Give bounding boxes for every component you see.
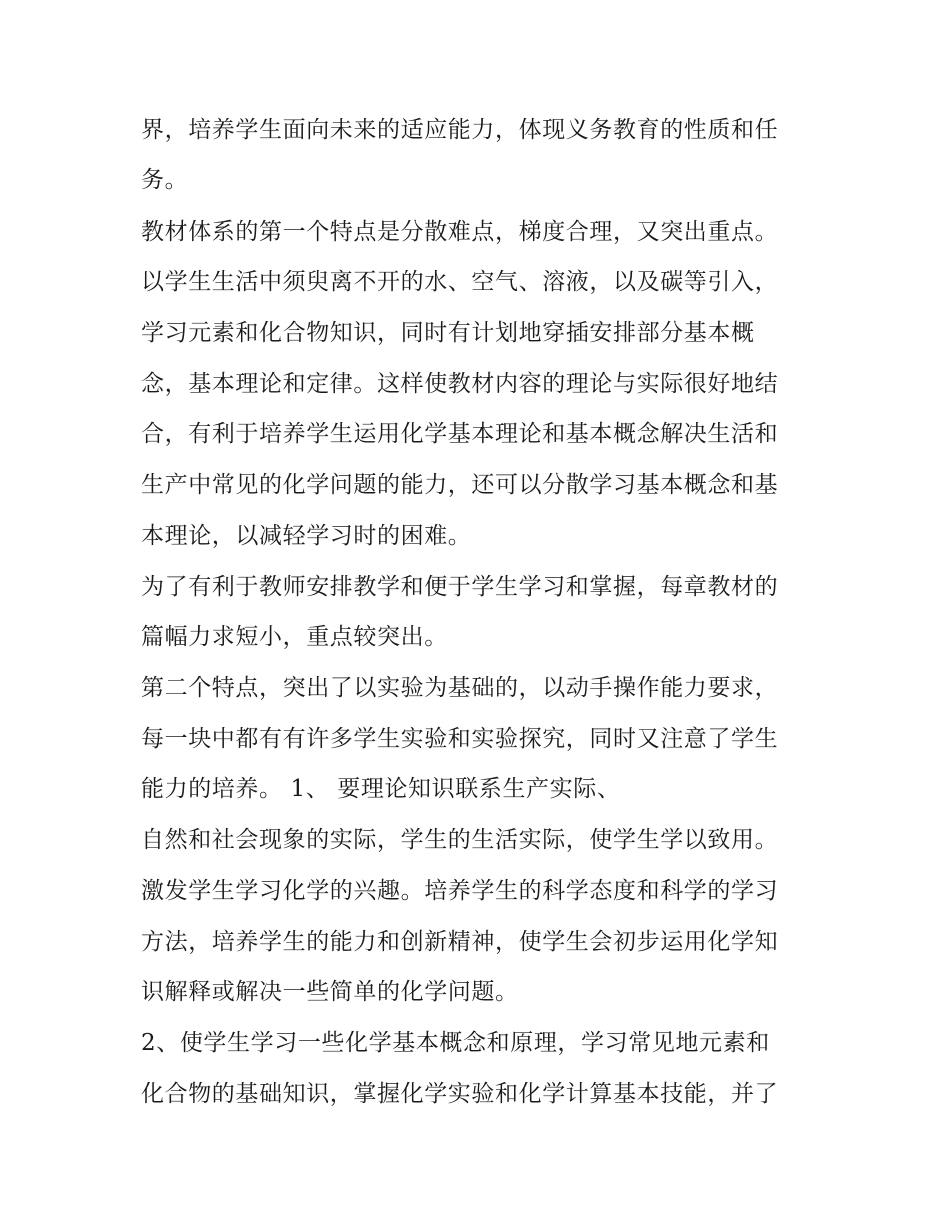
text-line: 自然和社会现象的实际，学生的生活实际，使学生学以致用。 [141, 827, 779, 853]
text-line: 务。 [141, 167, 189, 193]
text-line: 识解释或解决一些简单的化学问题。 [141, 979, 519, 1005]
text-line: 每一块中都有有许多学生实验和实验探究，同时又注意了学生 [141, 726, 779, 752]
text-line: 界，培养学生面向未来的适应能力，体现义务教育的性质和任 [141, 117, 779, 143]
text-line: 合，有利于培养学生运用化学基本理论和基本概念解决生活和 [141, 421, 779, 447]
text-line: 第二个特点，突出了以实验为基础的，以动手操作能力要求， [141, 675, 779, 701]
text-line: 生产中常见的化学问题的能力，还可以分散学习基本概念和基 [141, 472, 779, 498]
text-line: 以学生生活中须臾离不开的水、空气、溶液，以及碳等引入， [141, 269, 779, 295]
text-line: 教材体系的第一个特点是分散难点，梯度合理，又突出重点。 [141, 219, 779, 245]
text-line: 方法，培养学生的能力和创新精神，使学生会初步运用化学知 [141, 929, 779, 955]
text-line: 激发学生学习化学的兴趣。培养学生的科学态度和科学的学习 [141, 878, 779, 904]
text-line: 篇幅力求短小，重点较突出。 [141, 624, 448, 650]
text-line: 为了有利于教师安排教学和便于学生学习和掌握，每章教材的 [141, 574, 779, 600]
text-line: 学习元素和化合物知识，同时有计划地穿插安排部分基本概 [141, 320, 755, 346]
text-line: 能力的培养。 1、 要理论知识联系生产实际、 [141, 776, 621, 802]
text-line: 念，基本理论和定律。这样使教材内容的理论与实际很好地结 [141, 371, 779, 397]
text-line: 化合物的基础知识，掌握化学实验和化学计算基本技能，并了 [141, 1081, 779, 1107]
text-line: 本理论，以减轻学习时的困难。 [141, 523, 472, 549]
text-line: 2、使学生学习一些化学基本概念和原理，学习常见地元素和 [141, 1030, 770, 1056]
